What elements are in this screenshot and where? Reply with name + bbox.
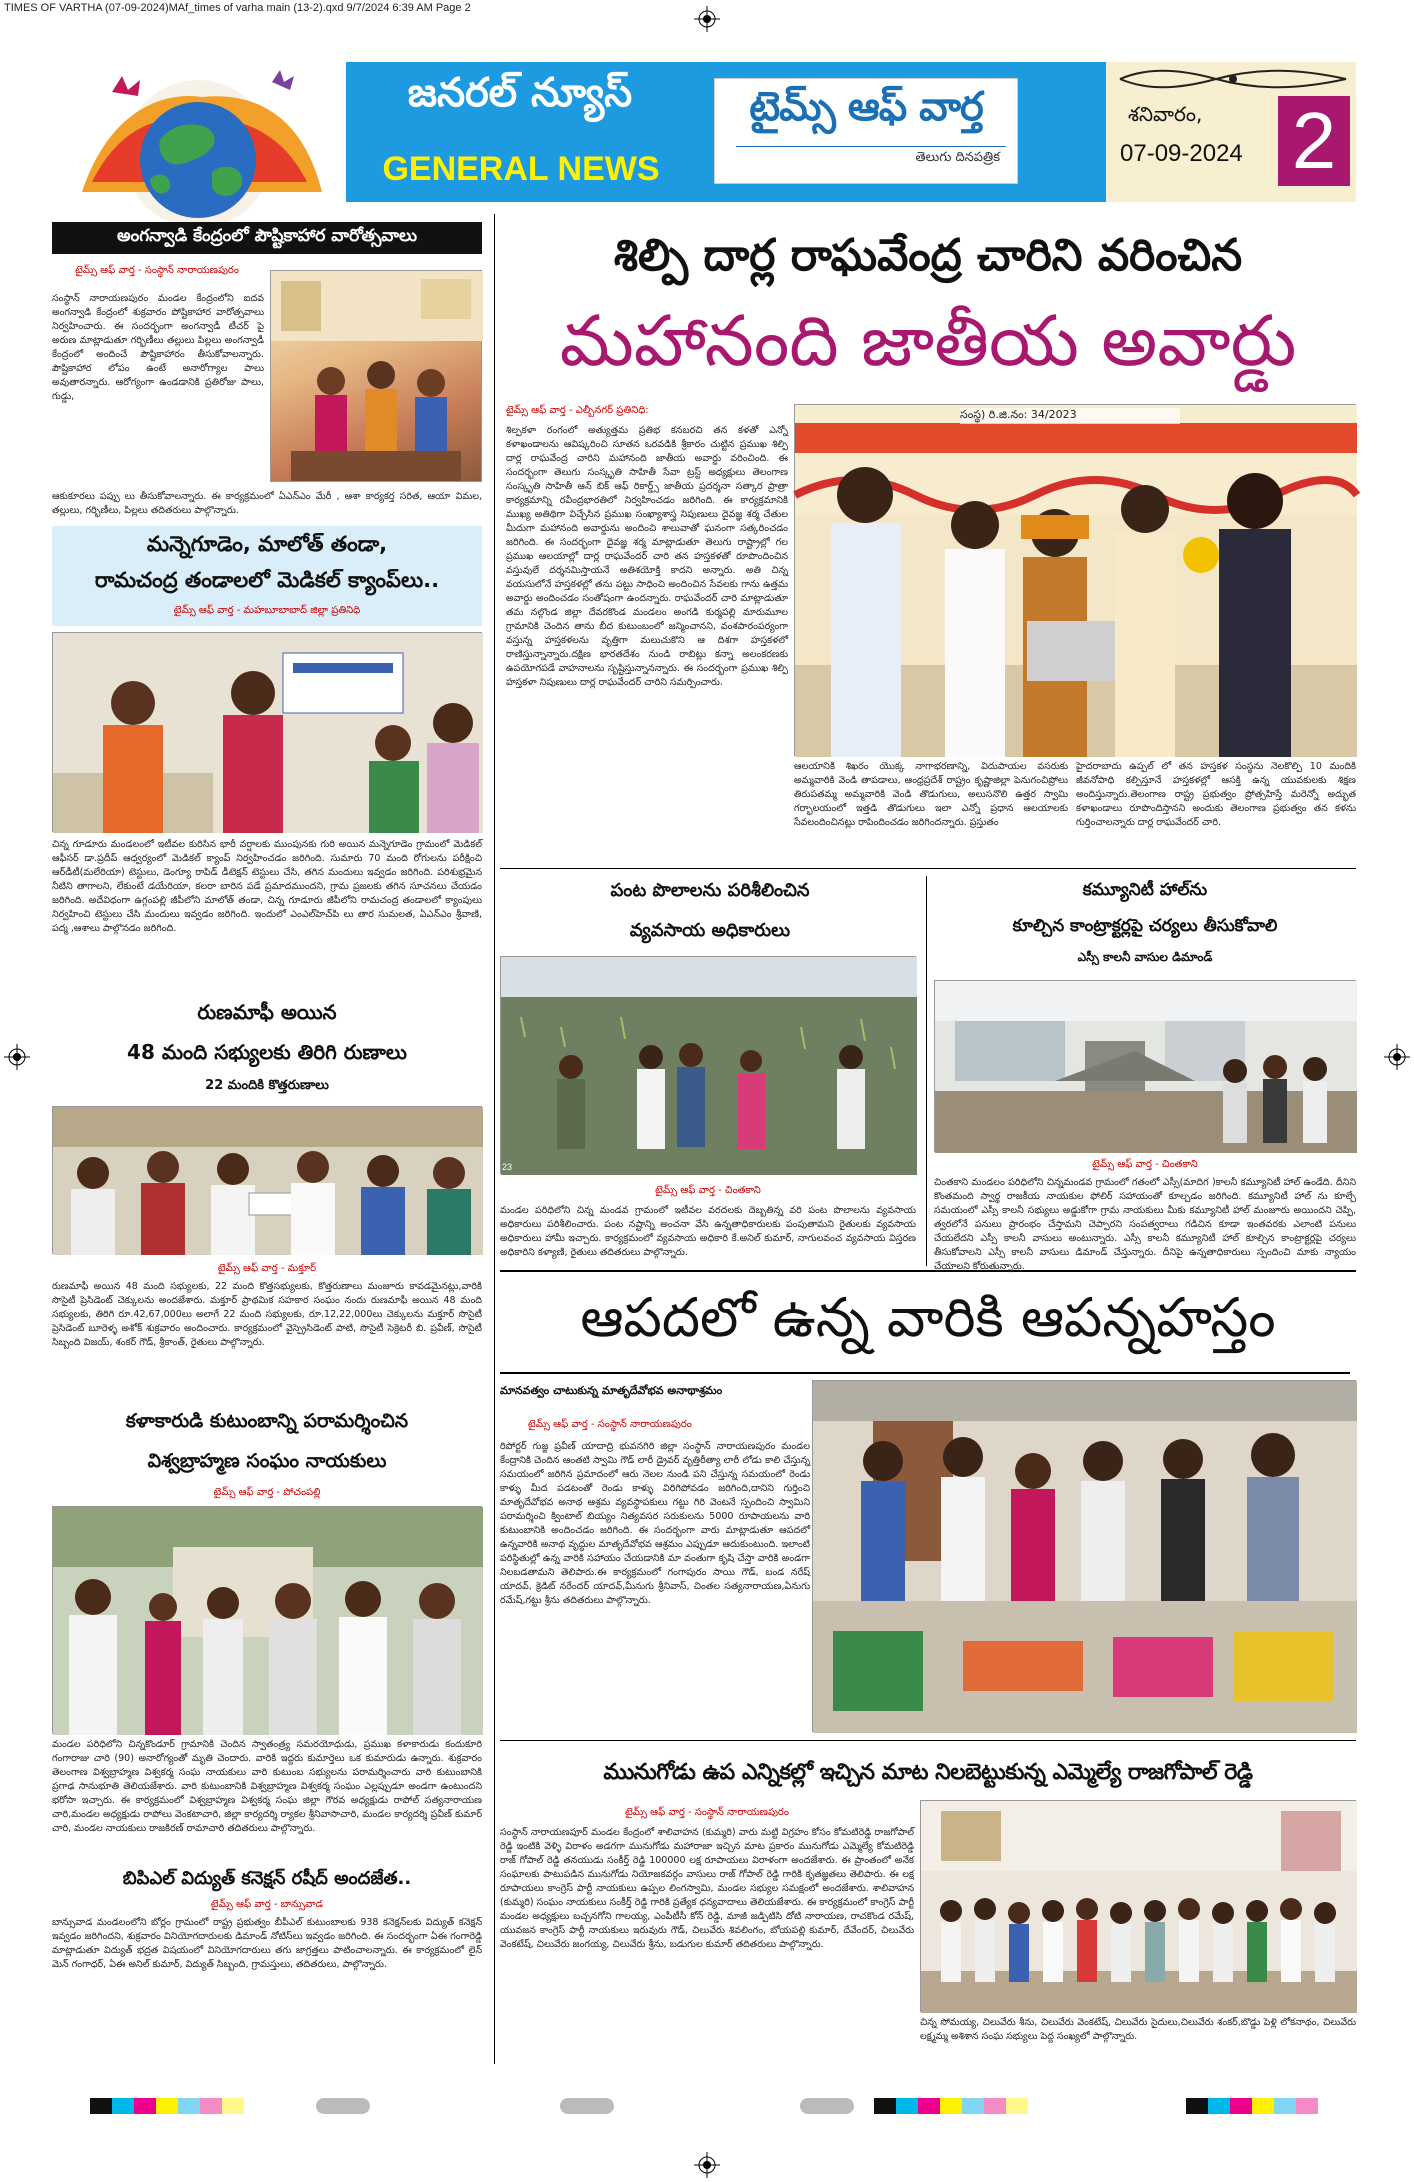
- award-banner-text: సంస్థ) రి.జి.నం: 34/2023: [960, 408, 1180, 424]
- lead-body: శిల్పకళా రంగంలో అత్యుత్తమ ప్రతిభ కనబరచి తన కళతో ఎన్నో కళాఖండాలను ఆవిష్కరించి సూతన ఒరవడికి శ్రీకారం చుట్టిన ప్రముఖ శిల్పి దార్ల రాఘవేంద్ర చారిని మహానంది జాతీయ అవార్డు వరించింది. ఈ సందర్భంగా తెలుగు సంస్కృతి సాహితీ సేవా ట్రస్ట్ అధ్యక్షులు తెలంగాణ సంస్కృతి సాహితీ ఆన్ బిక్ ఆఫ్ రికార్డ్స్ జాతీయ ప్రదర్శనా సత్కార ప్రాత్రా కార్యక్రమాన్ని రవీంద్రభారతిలో నిర్వహించడం జరిగింది. ఈ కార్యక్రమానికి ముఖ్య అతిథిగా విచ్చేసిన ప్రముఖ సంఖ్యాశాస్త్ర నిపుణులు దైవజ్ఞ శర్మ చేతుల మీదుగా మహానంది అవార్డును అందించి శాలువాతో ఘనంగా సత్కరించడం జరిగింది. ఈ సందర్భంగా దైవజ్ఞ శర్మ మాట్లాడుతూ తెలుగు రాష్ట్రాల్లో గల ప్రముఖ ఆలయాల్లో దార్ల రాఘవేందర్ చారి తన హస్తకళతో రూపొందించిన వస్తువులే దర్శనమిస్తాయనే అతిశయోక్తి కాదని అన్నారు. అతి చిన్న వయసులోనే హస్తకళల్లో తను పట్టు సాధించి అందించిన సేవలకు గాను ఉత్తమ అవార్డు అందించడం సంతోషంగా ఉందన్నారు. రాఘవేందర్ చారి మాట్లాడుతూ తమ నల్గొండ జిల్లా దేవరకొండ మండలం అంగడి కుర్మపల్లి మారుమూల గ్రామానికి చెందిన తాను బీద కుటుంబంలో జన్మించానని, వంశపారంపర్యంగా వస్తున్న హస్తకళలను వృత్తిగా మలుచుకొని ఆ దిశగా హస్తకళలో రాణిస్తున్నాన్నారు.దక్షిణ భారతదేశం నుండి రాబిట్లు కన్నా అలంకరణకు ఉపయోగపడే వాహనాలను సృష్టిస్తున్నానన్నారు. ఈ సందర్భంగా ప్రముఖ శిల్పి హస్తకళా నిపుణులు దార్ల రాఘవేందర్ చారిని సమర్పించారు.: [506, 425, 788, 688]
- column-divider-mid: [926, 876, 927, 1266]
- helping-hand-byline: టైమ్స్ ఆఫ్ వార్త - సంస్థాన్ నారాయణపురం: [528, 1419, 692, 1430]
- anganwadi-body: సంస్థాన్ నారాయణపురం మండల కేంద్రంలోని ఐదవ అంగన్వాడి కేంద్రంలో శుక్రవారం పోష్టికాహార వారోత్సవాలు నిర్వహించారు. ఈ సందర్భంగా అంగన్వాడీ టీచర్ పై అరుణ మాట్లాడుతూ గర్భిణీలు తల్లులు పిల్లలు అంగన్వాడీ కేంద్రంలో అందించే పౌష్టికాహారం తీసుకోవాలన్నారు. పౌష్టికాహార లోపం ఉంటే అనారోగ్యాల పాలు అవుతారన్నారు. ఆరోగ్యంగా ఉండడానికి ప్రతిరోజు పాలు, గుడ్డు,: [52, 293, 264, 402]
- medical-camp-photo: [52, 632, 482, 832]
- vishwabrahmana-body: మండల పరిధిలోని చిన్నకొండూర్ గ్రామానికి చెందిన స్వాతంత్ర్య సమరయోధుడు, ప్రముఖ కళాకారుడు కందుకూరి గంగారాజు చారి (90) అనారోగ్యంతో మృతి చెందారు. వారికి ఇద్దరు కుమార్తెలు ఒక కుమారుడు ఉన్నారు. శుక్రవారం తెలంగాణ విశ్వబ్రాహ్మణ విశ్వకర్మ సంఘ నాయకులు వారి కుటుంబ సభ్యులను పరామర్శించారు వారి కుటుంబానికి ప్రగాఢ సానుభూతి తెలియజేశారు. వారి కుటుంబానికి విశ్వబ్రాహ్మణ విశ్వకర్మ సంఘం ఎల్లప్పుడూ అండగా ఉంటుందని భరోసా ఇచ్చారు. ఈ కార్యక్రమంలో విశ్వబ్రాహ్మణ విశ్వకర్మ సంఘ జిల్లా గౌరవ అధ్యక్షుడు రాపోల్ సత్యనారాయణ చారి,మండల అధ్యక్షుడు రాపోలు వెంకటాచారి, జిల్లా కార్యదర్శి ర్యాకల శ్రీనివాసాచారి, మండల కార్యదర్శి ప్రవీణ్ కుమార్ చారి, మండల నాయకులు రాజకిరణ్ రామాచారి తదితరులు పాల్గొన్నారు.: [52, 1739, 482, 1834]
- column-divider-left: [494, 214, 495, 2064]
- bpl-heading: బిపిఎల్ విద్యుత్ కనెక్షన్ రషీద్ అందజేత..: [122, 1868, 412, 1889]
- hall-body: చింతకాని మండలం పరిధిలోని చిన్నమండవ గ్రామంలో గతంలో ఎస్సీ(మాదిగ )కాలనీ కమ్యూనిటీ హాల్ ఉండేది. దీనిని కొంతమంది స్వార్థ రాజకీయ నాయకుల ఫోలిర్ సహాయంతో కూల్చడం జరిగింది. కమ్యూనిటీ హాల్ ను కూల్చే సమయంలో ఎస్సీ కాలనీ సభ్యులు అడ్డుకోగా గ్రామ నాయకులు మీకు కమ్యూనిటీ హాల్ మంజూరు అయిందని చెప్పి, త్వరలోనే పనులు ప్రారంభం చేస్తామని చెప్పారని సంపత్వరాలు గడిచిన కూడా ఇంతవరకు ఎలాంటి పనులు చేయలేదని ఎస్సీ కాలనీ వాసులు అంటున్నారు. ఎస్సీ కాలనీ కమ్యూనిటీ హాల్ కూల్చిన కాంట్రాక్టర్లపై చర్యలు తీసుకోవాలని ఎస్సీ కాలనీ వాసులు డిమాండ్ చేస్తున్నారు. దీనిపై ఉన్నతాధికారులు స్పందించి మాకు న్యాయం చేయాలని కోరుతున్నారు.: [934, 1177, 1356, 1272]
- vishwabrahmana-photo: [52, 1506, 482, 1734]
- medical-heading-line1: మన్నెగూడెం, మాలోత్ తండా,: [146, 532, 388, 556]
- munugode-body: సంస్థాన్ నారాయణపూర్ మండల కేంద్రంలో శాలివాహన (కుమ్మరి) వారు మట్టి విగ్రహం కోసం కోమటిరెడ్డి రాజగోపాల్ రెడ్డి ఇంటికి వెళ్ళి విరాళం అడగగా మునుగోడు మహారాజా ఇచ్చిన మాట ప్రకారం మునుగోడు ఎమ్మెల్యే కోమటిరెడ్డి రాజ్ గోపాల్ రెడ్డి తనయుడు సంకీర్త్ రెడ్డి 100000 లక్ష రూపాయలు విరాళంగా అందజేశారు. ఈ ప్రాంతంలో అనేక సంఘాలకు పాటుపడిన మునుగోడు నియోజకవర్గం వాసులు రాజ్ గోపాల్ రెడ్డి గారికి కృతజ్ఞతలు తెలిపారు. ఈ లక్ష రూపాయలు కాంగ్రెస్ పార్టీ నాయకులు ఉప్పల లింగస్వామి, మండల సభ్యుల సమక్షంలో అందజేశారు. శాలివాహన (కుమ్మరి) సంఘం నాయకులు సంకీర్త్ రెడ్డి గారికి ప్రత్యేక ధన్యవాదాలు తెలియజేశారు. ఈ కార్యక్రమంలో కాంగ్రెస్ పార్టీ మండల అధ్యక్షులు బచ్చనగోని గాలయ్య, ఎంపీటీసీ కోన్ రెడ్డి, మాజీ జడ్పిటిసి దోటి నారాయణ, రాచకొండ రమేష్, యువజన కాంగ్రెస్ పార్టీ నాయకులు ఇరువురు గౌడ్, చిలువేరు శివలింగం, బోయపల్లి కుమార్, దేవేందర్, చిలువేరు వెంకటేష్, చిలువేరు జంగయ్య, చిలువేరు శ్రీను, బడుగుల కుమార్ తదితరులు పాల్గొన్నారు.: [500, 1827, 914, 1950]
- loan-cheque-photo: [52, 1106, 482, 1254]
- lead-headline-line2: మహానంది జాతీయ అవార్డు: [559, 300, 1297, 382]
- anganwadi-body-cont: ఆకుకూరలు పప్పు లు తీసుకోవాలన్నారు. ఈ కార్యక్రమంలో ఏఎన్ఎం మేరీ , ఆశా కార్యకర్త సరిత, ఆయా విమల, తల్లులు, గర్భిణీలు, పిల్లలు తదితరులు పాల్గొన్నారు.: [52, 491, 482, 516]
- helping-hand-body: రిపోర్టర్ గుజ్జ ప్రవీణ్ యాదాద్రి భువనగిరి జిల్లా సంస్థాన్ నారాయణపురం మండల కేంద్రానికి చెందిన ఆంతటి స్వామి గౌడ్ లారీ డ్రైవర్ వృత్తిరీత్యా లారీ లోడు కాలి చేస్తున్న సమయంలో జరిగిన ప్రమాదంలో ఆరు నెలల నుండి పని చేస్తున్న సమయంలో రెండు కాళ్ళు మీద పడటంతో రెండు కాళ్ళు విరిగిపోవడం జరిగింది,దానిని గుర్తించి మాతృదేవోభవ అనాథ ఆశ్రమ వ్యవస్థాపకులు గట్టు గిరి వెంటనే స్పందించి స్వామిని పరామర్శించి క్వింటాల్ బియ్యం నిత్యవసర సరుకులను 5000 రూపాయలను వారి కుటుంబానికి అందించడం జరిగింది. ఈ సందర్భంగా వారు మాట్లాడుతూ ఆపదలో ఉన్నవారికి అనాథ వృద్ధుల మాతృదేవోభవ ఆశ్రమం ఎప్పుడూ ఆదుకుంటుంది. ఇలాంటి పరిస్థితుల్లో ఉన్న వారికి సహాయం చేయడానికి మా వంతుగా కృషి చేస్తా వారికి అండగా నిలబడతామని తెలిపారు.ఈ కార్యక్రమంలో గంగాపురం సాయి గౌడ్, బండ నరేష్ యాదవ్, క్రెడిట్ నరేందర్ యాదవ్,మీనుగు శ్రీనివాస్, చింతల సత్యనారాయణ,ఏనుగు రమేష్,గట్టు శ్రీను తదితరులు పాల్గొన్నారు.: [500, 1441, 810, 1606]
- agri-photo-number: 23: [502, 1162, 513, 1172]
- registration-mark-right: [1384, 1044, 1410, 1070]
- loan-heading-line1: రుణమాఫీ అయిన: [197, 1000, 337, 1024]
- bpl-body: బాన్సువాడ మండలంలోని బోర్లం గ్రామంలో రాష్ట్ర ప్రభుత్వం బీపీఎల్ కుటుంబాలకు 938 కనెక్షన్‌లకు విద్యుత్ కనెక్షన్ ఇవ్వడం జరిగిందని, శుక్రవారం వినియోగదారులకు డిమాండ్ నోటిస్‌లు ఇవ్వడం జరిగింది. ఈ సందర్భంగా ఏఈ గంగారెడ్డి మాట్లాడుతూ విద్యుత్ భద్రత విషయంలో వినియోగదారులు తగు జాగ్రత్తలు పాటించాలన్నారు. ఈ కార్యక్రమంలో లైన్ మెన్ గంగాధర్, ఏఈ అనిల్ కుమార్, విద్యుత్ సిబ్బంది, గ్రామస్తులు, తదితరులు, పాల్గొన్నారు.: [52, 1917, 482, 1970]
- lead-body-bottom-right: హైదరాబాదు ఉప్పల్ లో తన హస్తకళ సంస్థను నెలకొల్పి 10 మందికి జీవనోపాధి కల్పిస్తూనే హస్తకళల్లో ఆసక్తి ఉన్న యువకులకు శిక్షణ అందిస్తున్నారు.తెలంగాణ రాష్ట్ర ప్రభుత్వం ప్రోత్సహిస్తే మరెన్నో అద్భుత కళాఖండాలు రూపొందిస్తానని అందుకు తెలంగాణ ప్రభుత్వం తన కళను గుర్తించాలన్నారు దార్ల రాఘవేందర్ చారి.: [1076, 761, 1356, 828]
- helping-hand-subheading: మానవత్వం చాటుకున్న మాతృదేవోభవ అనాథాశ్రమం: [500, 1384, 723, 1397]
- anganwadi-heading: అంగన్వాడి కేంద్రంలో పౌష్టికాహార వారోత్సవాలు: [117, 226, 417, 246]
- page-number: 2: [1278, 96, 1350, 186]
- munugode-group-photo: [920, 1800, 1356, 2012]
- registration-mark-left: [4, 1044, 30, 1070]
- print-slug: TIMES OF VARTHA (07-09-2024)MAf_times of varha main (13-2).qxd 9/7/2024 6:39 AM Page 2: [4, 2, 471, 14]
- section-rule-2: [500, 1270, 1356, 1272]
- agri-byline: టైమ్స్ ఆఫ్ వార్త - చింతకాని: [655, 1185, 761, 1196]
- issue-date: 07-09-2024: [1120, 140, 1243, 167]
- demolished-hall-photo: [934, 980, 1356, 1152]
- agri-heading-line2: వ్యవసాయ అధికారులు: [629, 920, 791, 941]
- section-title-english: GENERAL NEWS: [382, 150, 660, 188]
- lead-byline: టైమ్స్ ఆఫ్ వార్త - ఎల్బీనగర్ ప్రతినిధి:: [506, 405, 649, 416]
- agri-body: మండల పరిధిలోని చిన్న మండవ గ్రామంలో ఇటీవల వరదలకు దెబ్బతిన్న వరి పంట పొలాలను వ్యవసాయ అధికారులు పరిశీలించారు. పంట నష్టాన్ని అంచనా వేసి ఉన్నతాధికారులకు పంపుతామని రైతులకు వ్యవసాయ అధికారులు హామీ ఇచ్చారు. కార్యక్రమంలో వ్యవసాయ అధికారి కే.అనిల్ కుమార్, నాగులవంచ వ్యవసాయ విస్తరణ అధికారిని కళ్యాణి, రైతులు తదితరులు పాల్గొన్నారు.: [500, 1205, 916, 1258]
- munugode-photo-caption: చిన్న సోమయ్య, చిలువేరు శీను, చిలువేరు వెంకటేష్, చిలువేరు సైదులు,చిలువేరు శంకర్,బొడ్డు పెళ్లి లోకనాథం, చిలువేరు లక్ష్మమ్మ అశిశాన సంఘ సభ్యులు పెద్ద సంఖ్యలో పాల్గొన్నారు.: [920, 2017, 1356, 2042]
- vishwabrahmana-heading-line1: కళాకారుడి కుటుంబాన్ని పరామర్శించిన: [125, 1410, 409, 1432]
- paper-name: టైమ్స్ ఆఫ్ వార్త: [749, 84, 983, 130]
- registration-mark-top: [694, 6, 720, 32]
- loan-heading-line2: 48 మంది సభ్యులకు తిరిగి రుణాలు: [127, 1040, 407, 1064]
- registration-mark-bottom: [694, 2152, 720, 2178]
- globe-illustration: [52, 62, 344, 204]
- ornament-flourish: [1116, 66, 1350, 92]
- paper-tagline: తెలుగు దినపత్రిక: [915, 150, 1000, 165]
- hall-subheading: ఎస్సీ కాలనీ వాసుల డిమాండ్: [1077, 950, 1213, 964]
- munugode-byline: టైమ్స్ ఆఫ్ వార్త - సంస్థాన్ నారాయణపురం: [625, 1807, 789, 1818]
- vishwabrahmana-heading-line2: విశ్వబ్రాహ్మణ సంఘం నాయకులు: [147, 1450, 387, 1472]
- helping-hand-rule: [500, 1372, 1350, 1374]
- anganwadi-photo: [270, 270, 482, 482]
- logo-rule: [736, 146, 1006, 147]
- agri-heading-line1: పంట పొలాలను పరిశీలించిన: [610, 880, 810, 901]
- medical-byline: టైమ్స్ ఆఫ్ వార్త - మహబూబాబాద్ జిల్లా ప్రతినిధి: [173, 605, 361, 616]
- lead-body-bottom-left: ఆలయానికి శిఖరం యొక్క నాగాభరణాన్ని, విదుపాయల వసరుకు అమ్మవారికి వెండి తాపడాలు, ఆంధ్రప్రదేశ్ రాష్ట్రం కృష్ణాజిల్లా పెనుగంచిప్రోలు తిరుపతమ్మ అమ్మవారికి వెండి తొడుగులు, అలుసనొలి ఉత్తర స్వామి గర్భాలయంలో ఇత్తడి తొడుగులు ఇలా ఎన్నో ప్రధాన ఆలయాలకు సేవలందించినట్లు రాపిందించడం జరిగిందన్నారు. ప్రస్తుతం: [794, 761, 1068, 828]
- section-title-telugu: జనరల్ న్యూస్: [407, 70, 633, 116]
- color-calibration-strip: [0, 2098, 1414, 2138]
- medical-heading-line2: రామచంద్ర తండాలలో మెడికల్ క్యాంప్‌లు..: [94, 568, 440, 592]
- helping-hand-headline: ఆపదలో ఉన్న వారికి ఆపన్నహస్తం: [580, 1286, 1276, 1349]
- medical-body: చిన్న గూడూరు మండలంలో ఇటీవల కురిసిన భారీ వర్షాలకు ముంపునకు గురి అయిన మన్నెగూడెం గ్రామంలో మెడికల్ ఆఫీసర్ డా.ప్రదీప్ ఆధ్వర్యంలో మెడికల్ క్యాంప్ నిర్వహించడం జరిగింది. సుమారు 70 మంది రోగులను పరీక్షించి ఆర్‌డీటీ(మలేరియా) టెస్టులు, డెంగ్యూ రాపిడ్ డీటెక్షన్ టెస్టులు చేసి, తగిన మందులు ఇవ్వడం జరిగింది. పరిశుభ్రమైన నీటిని తాగాలని, లేకుంటే డయేరియా, కలరా బారిన పడే ప్రమాదముందని, గ్రామ ప్రజలకు తగిన సూచనలు చేయడం జరిగింది. అదేవిధంగా ఉగ్గంపల్లి జీపీలోని మాలోత్ తండా, చిన్న గూడూరు జీపీలోని రామచంద్ర తండాలలో క్యాంపులు నిర్వహించి టెస్టులు చేసి మందులు ఇవ్వడం జరిగింది. ఇందులో ఎంఎల్‌హెచ్‌పి లు తార సుమలత, ఏఎన్ఎం శ్రీవాణి, పద్మ ,ఆశాలు పాల్గొనడం జరిగింది.: [52, 839, 482, 934]
- helping-hand-photo: [812, 1380, 1356, 1732]
- hall-heading-line1: కమ్యూనిటీ హాల్‌ను: [1082, 880, 1208, 900]
- bpl-byline: టైమ్స్ ఆఫ్ వార్త - బాన్సువాడ: [210, 1899, 324, 1910]
- section-rule-3: [500, 1740, 1356, 1741]
- section-rule-1: [500, 868, 1356, 869]
- loan-subheading: 22 మందికి కొత్తరుణాలు: [205, 1078, 329, 1093]
- loan-byline: టైమ్స్ ఆఫ్ వార్త - మక్తూర్: [217, 1263, 317, 1274]
- anganwadi-byline: టైమ్స్ ఆఫ్ వార్త - సంస్థాన్ నారాయణపురం: [75, 265, 239, 276]
- issue-day: శనివారం,: [1128, 102, 1203, 126]
- loan-body: రుణమాఫీ అయిన 48 మంది సభ్యులకు, 22 మంది కొత్తసభ్యులకు, కొత్తరుణాలు మంజూరు కావడమైనట్లు,వారికి సొసైటీ ప్రెసిడెంట్ చెక్కులను అందజేశారు. మక్తూర్ ప్రాథమిక సహకార సంఘం నందు రుణమాఫీ అయిన 48 మంది సభ్యులకు, తిరిగి రూ.42,67,000లు అలాగే 22 మంది సభ్యులకు, రూ.12,22,000లు చెక్కులను మక్తూర్ సొసైటీ ప్రెసిడెంట్ బూరెళ్ళ అశోక్ శుక్రవారం అందించారు. కార్యక్రమంలో వైస్ప్రెసిడెంట్ పాటి, సొసైటీ సెక్రెటరీ బి. ప్రవీణ్, సొసైటీ సిబ్బంది విజయ్, శంకర్ గౌడ్, శ్రీకాంత్, రైతులు పాల్గొన్నారు.: [52, 1281, 482, 1348]
- lead-headline-line1: శిల్పి దార్ల రాఘవేంద్ర చారిని వరించిన: [613, 230, 1243, 281]
- vishwabrahmana-byline: టైమ్స్ ఆఫ్ వార్త - పోచంపల్లి: [213, 1487, 321, 1498]
- hall-heading-line2: కూల్చిన కాంట్రాక్టర్లపై చర్యలు తీసుకోవాలి: [1012, 916, 1278, 936]
- paddy-field-photo: [500, 956, 916, 1174]
- award-ceremony-photo: [794, 404, 1356, 756]
- hall-byline: టైమ్స్ ఆఫ్ వార్త - చింతకాని: [1092, 1159, 1198, 1170]
- munugode-headline: మునుగోడు ఉప ఎన్నికల్లో ఇచ్చిన మాట నిలబెట్టుకున్న ఎమ్మెల్యే రాజగోపాల్ రెడ్డి: [603, 1760, 1253, 1785]
